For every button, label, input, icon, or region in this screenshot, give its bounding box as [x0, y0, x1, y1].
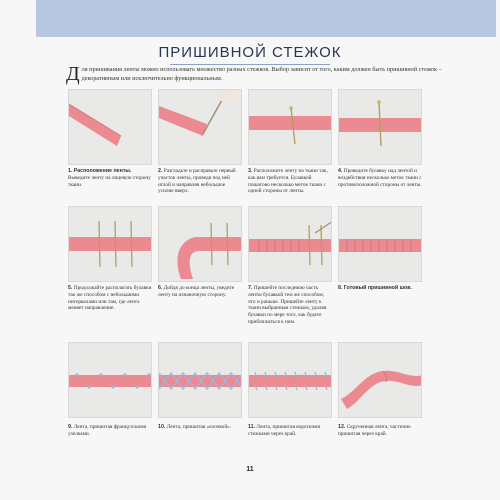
step-8-number: 8.	[338, 285, 343, 291]
step-3-text: Расположите ленту на ткани так, как вам требуется. Булавкой пошагово несколько меток ткани с одной стороны от ленты.	[248, 168, 328, 195]
intro-dropcap: Д	[66, 63, 80, 85]
step-9-number: 9.	[68, 424, 73, 430]
intro-text: ля пришивания ленты можно использовать множество разных стежков. Выбор зависит от того, каким должен быть пришивной стежок – декоративным или исключительно функциональным.	[81, 66, 442, 82]
step-11-text: Лента, пришитая короткими стежками через край.	[248, 424, 321, 437]
step-8-photo	[338, 206, 422, 282]
step-1-title: Расположение ленты.	[73, 168, 132, 174]
step-5-caption	[68, 285, 152, 312]
step-7-text: Пришейте последнюю часть ленты булавкой тем же способом, что и раньше. Пришейте ленту к ткани выбранным стежком, удаляя булавки по мере того, как будете приближаться к ним.	[248, 285, 327, 325]
step-6-number: 6.	[158, 285, 163, 291]
step-8-title: Готовый пришивной шов.	[343, 285, 413, 291]
page-title: ПРИШИВНОЙ СТЕЖОК	[158, 44, 342, 61]
step-3-photo	[248, 89, 332, 165]
step-1-number: 1.	[68, 168, 73, 174]
step-4-photo	[338, 89, 422, 165]
intro-paragraph	[66, 63, 446, 85]
step-10-photo	[158, 342, 242, 418]
step-4-caption	[338, 168, 422, 188]
page-number: 11	[246, 466, 254, 473]
step-6-text: Дойдя до конца ленты, уведите ленту на изнаночную сторону.	[158, 285, 235, 298]
step-2-text: Разгладьте и расправьте первый участок ленты, проведя под ней иглой и направляя небольшое усилие вверх.	[158, 168, 236, 195]
step-3-caption	[248, 168, 332, 195]
step-11-number: 11.	[248, 424, 256, 430]
header-band	[36, 0, 496, 37]
step-9-text: Лента, пришитая французскими узелками.	[68, 424, 147, 437]
step-5-text: Продолжайте располагать булавки так же способом с небольшими интервалами или там, где лента меняет направление.	[68, 285, 152, 312]
step-11-photo	[248, 342, 332, 418]
step-10-text: Лента, пришитая «елочкой».	[166, 424, 232, 430]
step-12-number: 12.	[338, 424, 346, 430]
step-4-number: 4.	[338, 168, 343, 174]
step-12-caption	[338, 424, 422, 438]
step-4-text: Проведите булавку над лентой и воздействия несколько меток ткани с противоположной стороны от ленты.	[338, 168, 422, 188]
step-5-photo	[68, 206, 152, 282]
step-12-text: Скрученная лента, частично пришитая через край.	[338, 424, 411, 437]
step-1-text: Выведите ленту на лицевую сторону ткани.	[68, 174, 151, 188]
step-1-caption	[68, 168, 152, 188]
step-7-caption	[248, 285, 332, 326]
step-8-caption	[338, 285, 422, 292]
step-6-caption	[158, 285, 242, 299]
step-9-photo	[68, 342, 152, 418]
step-10-caption	[158, 424, 242, 431]
step-9-caption	[68, 424, 152, 438]
step-7-photo	[248, 206, 332, 282]
step-3-number: 3.	[248, 168, 253, 174]
step-1-photo	[68, 89, 152, 165]
step-2-number: 2.	[158, 168, 163, 174]
step-2-photo	[158, 89, 242, 165]
title-divider	[170, 64, 330, 65]
step-6-photo	[158, 206, 242, 282]
step-2-caption	[158, 168, 242, 195]
step-5-number: 5.	[68, 285, 73, 291]
step-7-number: 7.	[248, 285, 253, 291]
step-11-caption	[248, 424, 332, 438]
step-12-photo	[338, 342, 422, 418]
step-10-number: 10.	[158, 424, 166, 430]
